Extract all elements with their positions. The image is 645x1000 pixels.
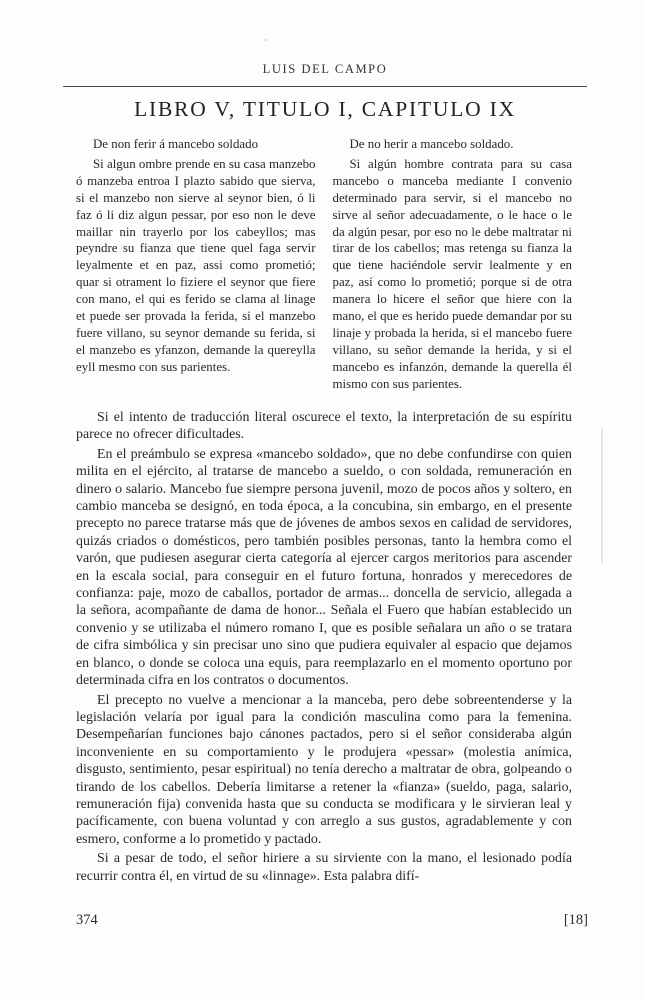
page-number: 374 — [76, 912, 98, 928]
column-old-navarrese — [76, 136, 316, 393]
bracket-folio-number: [18] — [563, 912, 588, 928]
commentary-section — [76, 409, 572, 887]
header-rule — [63, 86, 587, 87]
running-header: LUIS DEL CAMPO — [262, 62, 388, 76]
commentary-paragraph-1: Si el intento de traducción literal oscurece el texto, la interpretación de su espíritu parece no ofrecer dificultades. — [76, 410, 572, 443]
scan-artifact-line — [601, 428, 603, 563]
commentary-paragraph-2: En el preámbulo se expresa «mancebo soldado», que no debe confundirse con quien milita en el ejército, al tratarse de mancebo a sueldo, o con soldada, remuneración en dinero o salario. Mancebo fue siempre persona juvenil, mozo de pocos años y soltero, en cambio manceba se designó, en toda época, a la concubina, sin embargo, en el presente precepto no parece tratarse más que de jóvenes de ambos sexos en calidad de servidores, quizás criados o domésticos, pero también posibles personas, tanto la hembra como el varón, que pudiesen asegurar cierta categoría al ejercer cargos meritorios para ascender en la escala social, para conseguir en el futuro fortuna, honrados y merecedores de confianza: paje, mozo de caballos, portador de armas... doncella de servicio, allegada a la señora, acompañante de dama de honor... Señala el Fuero que habían establecido un convenio y se utilizaba el número romano I, que es posible señalara un año o se tratara de cifra simbólica y sin precisar uno sino que pudiera equivaler al espacio que dejamos en blanco, o donde se coloca una equis, para reemplazarlo en el momento oportuno por determinada cifra en los contratos o documentos. — [76, 446, 572, 689]
commentary-paragraph-4: Si a pesar de todo, el señor hiriere a su sirviente con la mano, el lesionado podía recurrir contra él, en virtud de su «linnage». Esta palabra difí- — [76, 851, 572, 884]
column-modern-spanish — [333, 136, 573, 393]
column-right-body: Si algún hombre contrata para su casa mancebo o manceba mediante I convenio determinado para servir, si el mancebo no sirve al señor adecuadamente, o le hace o le da algún pesar, por eso no le debe maltratar ni tirar de los cabellos; mas retenga su fianza la que tiene haciéndole servir lealmente y en paz, así como lo prometió; porque si de otra manera lo hicere el señor que hiere con la mano, el que es herido puede demandar por su linaje y probada la herida, si el mancebo fuere villano, su señor demande la herida, y si el mancebo es infanzón, demande la querella él mismo con sus parientes. — [332, 156, 572, 391]
scan-artifact-dot — [264, 39, 267, 41]
page-footer — [76, 912, 588, 929]
column-left-heading: De non ferir á mancebo soldado — [93, 137, 259, 151]
chapter-title: LIBRO V, TITULO I, CAPITULO IX — [134, 97, 516, 121]
two-column-section — [76, 136, 572, 393]
commentary-paragraph-3: El precepto no vuelve a mencionar a la manceba, pero debe sobreentenderse y la legislación velaría por igual para la condición masculina como para la femenina. Desempeñarían funciones bajo cánones pactados, pero si el señor consideraba algún inconveniente en su comportamiento y le produjera «pessar» (molestia anímica, disgusto, sentimiento, pesar espiritual) no tenía derecho a maltratar de obra, golpeando o tirando de los cabellos. Debería limitarse a retener la «fianza» (sueldo, paga, salario, remuneración fija) convenida hasta que su conducta se modificara y le sirvieran leal y pacíficamente, con buena voluntad y con arreglo a sus gustos, agradablemente y con esmero, conforme a lo prometido y pactado. — [76, 692, 572, 847]
column-left-body: Si algun ombre prende en su casa manzebo ó manzeba entroa I plazto sabido que sierva, si el manzebo non sierve al seynor bien, ó li faz ó li diz algun pessar, por eso non le deve maillar nin trayerlo por los cabeyllos; mas peyndre su fianza que tiene quel faga servir leyalmente et en paz, assi como prometió; quar si otrament lo fiziere el seynor que fiere con mano, el qui es ferido se clama al linage et puede ser provada la ferida, si el manzebo fuere villano, su seynor demande su ferida, si el manzebo es yfanzon, demande la quereylla eyll mesmo con sus parientes. — [76, 156, 316, 374]
column-right-heading: De no herir a mancebo soldado. — [349, 137, 514, 151]
